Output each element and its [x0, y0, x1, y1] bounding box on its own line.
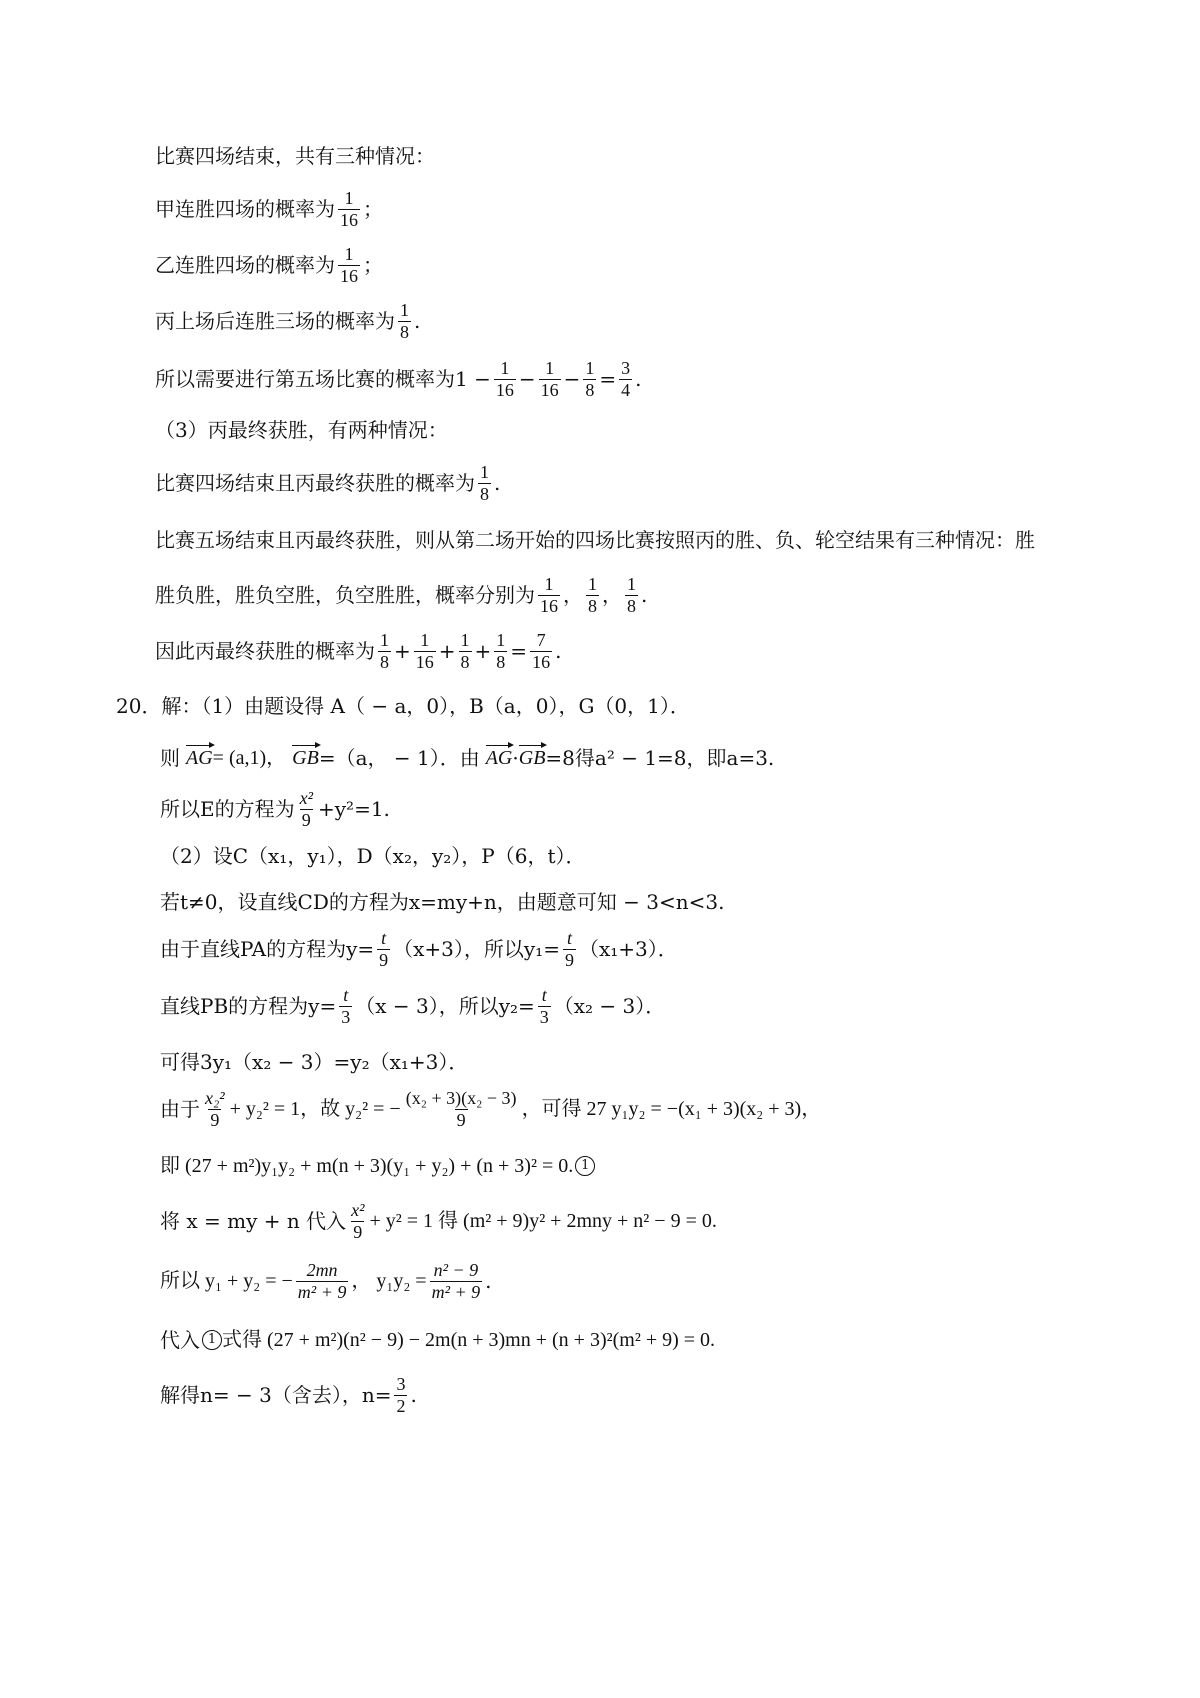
- text: 所以需要进行第五场比赛的概率为1 −: [155, 367, 491, 392]
- text: .: [410, 1383, 417, 1408]
- fraction: [398, 300, 411, 342]
- text: （x+3），所以y₁=: [393, 937, 560, 962]
- text: 比赛四场结束，共有三种情况：: [155, 144, 435, 168]
- denominator: 4: [621, 379, 631, 400]
- text: 代入: [160, 1328, 200, 1352]
- fraction: [539, 358, 561, 400]
- vector-ag: AG: [485, 747, 513, 769]
- numerator: 1: [496, 630, 506, 650]
- text-line: [160, 1374, 417, 1416]
- text: ，可得 27 y₁y₂ = −(x₁ + 3)(x₂ + 3)，: [521, 1098, 822, 1121]
- fraction: [563, 928, 576, 970]
- fraction: [538, 985, 551, 1027]
- text-line: [155, 300, 420, 342]
- denominator: 9: [456, 1109, 466, 1130]
- text: （x₂ − 3）．: [553, 994, 666, 1019]
- text: （2）设C（x₁，y₁），D（x₂，y₂），P（6，t）．: [160, 844, 586, 868]
- denominator: 16: [495, 379, 514, 400]
- text: （x − 3），所以y₂=: [355, 994, 535, 1019]
- denominator: 3: [539, 1006, 549, 1027]
- fraction: [338, 188, 360, 230]
- vector-ag: AG: [186, 747, 213, 769]
- text: 解得n= − 3（含去），n=: [160, 1383, 392, 1408]
- numerator: 7: [536, 630, 546, 650]
- text-line: [155, 358, 642, 400]
- numerator: t: [343, 985, 349, 1005]
- denominator: 8: [588, 595, 597, 616]
- denominator: 16: [540, 595, 558, 616]
- denominator: m² + 9: [297, 1281, 347, 1302]
- fraction: [625, 574, 638, 616]
- numerator: 1: [627, 574, 636, 594]
- numerator: 1: [588, 574, 597, 594]
- fraction: [203, 1088, 227, 1130]
- text: 将 x = my + n 代入: [160, 1209, 347, 1234]
- fraction: [494, 630, 507, 672]
- denominator: 8: [400, 321, 409, 342]
- text: 由于直线PA的方程为y=: [160, 937, 375, 962]
- text-line: [160, 788, 390, 830]
- equation: 式得 (27 + m²)(n² − 9) − 2m(n + 3)mn + (n + 3)²(m² + 9) = 0.: [222, 1329, 716, 1351]
- fraction: [538, 574, 560, 616]
- denominator: 16: [340, 265, 358, 286]
- denominator: 3: [341, 1006, 351, 1027]
- vector-gb: GB: [518, 747, 546, 769]
- text: 所以 y₁ + y₂ = −: [160, 1270, 293, 1293]
- text: .: [641, 583, 648, 608]
- text-line: [155, 420, 448, 440]
- operator: +: [474, 639, 492, 664]
- numerator: t: [566, 928, 572, 948]
- text: ， y₁y₂ =: [351, 1270, 427, 1293]
- fraction: [494, 358, 516, 400]
- text-line: [160, 846, 586, 866]
- text-line: [160, 1200, 717, 1242]
- text-line: [155, 530, 1035, 550]
- fraction: [349, 1200, 366, 1242]
- denominator: 8: [460, 651, 470, 672]
- fraction: [298, 788, 315, 830]
- fraction: [583, 358, 596, 400]
- denominator: 9: [210, 1109, 220, 1130]
- denominator: 8: [585, 379, 595, 400]
- fraction: [339, 985, 352, 1027]
- text-line: [160, 1088, 821, 1130]
- text: 20．解：（1）由题设得 A（ − a，0），B（a，0），G（0，1）．: [116, 694, 690, 718]
- text-line: [155, 146, 435, 166]
- numerator: 1: [400, 300, 409, 320]
- text: ；: [363, 253, 383, 278]
- operator: −: [518, 367, 536, 392]
- text: 比赛四场结束且丙最终获胜的概率为: [155, 471, 475, 496]
- fraction: [619, 358, 632, 400]
- text: 由于: [160, 1097, 200, 1122]
- numerator: 1: [460, 630, 470, 650]
- denominator: 9: [301, 809, 311, 830]
- denominator: 16: [415, 651, 434, 672]
- circled-number: 1: [575, 1156, 595, 1176]
- text: 丙上场后连胜三场的概率为: [155, 309, 395, 334]
- text-line: [155, 188, 383, 230]
- numerator: n² − 9: [433, 1260, 479, 1280]
- text: ；: [363, 197, 383, 222]
- numerator: x²: [299, 788, 313, 808]
- text: 乙连胜四场的概率为: [155, 253, 335, 278]
- fraction: [378, 630, 391, 672]
- text: + y² = 1 得 (m² + 9)y² + 2mny + n² − 9 = 0.: [369, 1210, 717, 1233]
- fraction: [459, 630, 472, 672]
- text-line: [160, 1052, 468, 1072]
- text: 比赛五场结束且丙最终获胜，则从第二场开始的四场比赛按照丙的胜、负、轮空结果有三种情况：胜: [155, 528, 1035, 552]
- numerator: 2mn: [306, 1260, 338, 1280]
- text: 所以E的方程为: [160, 797, 295, 822]
- numerator: 1: [344, 244, 354, 264]
- text: ，: [602, 583, 622, 608]
- fraction: [377, 928, 390, 970]
- numerator: x²: [351, 1200, 365, 1220]
- text-line: [155, 462, 500, 504]
- text: 因此丙最终获胜的概率为: [155, 639, 375, 664]
- text-line: [160, 1330, 715, 1350]
- text-line: [160, 1260, 491, 1302]
- denominator: 8: [627, 595, 636, 616]
- text: 甲连胜四场的概率为: [155, 197, 335, 222]
- numerator: x₂²: [205, 1088, 225, 1108]
- numerator: t: [541, 985, 547, 1005]
- text: =（a， − 1）．由: [318, 746, 480, 770]
- numerator: 1: [480, 462, 489, 482]
- text: （x₁+3）．: [578, 937, 678, 962]
- text-line: [160, 985, 665, 1027]
- numerator: 3: [396, 1374, 406, 1394]
- operator: ·: [512, 746, 519, 770]
- text: 可得3y₁（x₂ − 3）=y₂（x₁+3）．: [160, 1050, 469, 1074]
- text: 胜负胜，胜负空胜，负空胜胜，概率分别为: [155, 583, 535, 608]
- operator: +: [394, 639, 411, 664]
- text: 直线PB的方程为y=: [160, 994, 337, 1019]
- text: .: [414, 309, 421, 334]
- text: + y₂² = 1，故 y₂² = −: [229, 1098, 401, 1121]
- text: =8得a² − 1=8，即a=3.: [545, 746, 775, 770]
- denominator: m² + 9: [431, 1281, 481, 1302]
- text: 则: [160, 746, 180, 770]
- fraction: [478, 462, 491, 504]
- text-line: [160, 892, 724, 912]
- denominator: 8: [496, 651, 506, 672]
- text: .: [555, 639, 562, 664]
- denominator: 8: [480, 483, 489, 504]
- text: +y²=1.: [318, 797, 390, 822]
- numerator: 1: [420, 630, 430, 650]
- text-line: [160, 1156, 595, 1176]
- numerator: 1: [380, 630, 389, 650]
- text-line: [155, 630, 561, 672]
- text: = (a,1)，: [212, 747, 287, 769]
- numerator: t: [381, 928, 387, 948]
- fraction: [530, 630, 552, 672]
- denominator: 9: [564, 949, 574, 970]
- operator: =: [510, 639, 528, 664]
- text-line: [155, 574, 647, 616]
- numerator: 1: [585, 358, 595, 378]
- fraction: [430, 1260, 483, 1302]
- circled-number: 1: [202, 1330, 222, 1350]
- denominator: 16: [532, 651, 551, 672]
- question-20-heading: [116, 696, 690, 716]
- fraction: [586, 574, 599, 616]
- text-line: [155, 244, 383, 286]
- numerator: 1: [544, 574, 554, 594]
- fraction: [296, 1260, 349, 1302]
- text: （3）丙最终获胜，有两种情况：: [155, 418, 448, 442]
- fraction: [414, 630, 436, 672]
- text: .: [485, 1269, 492, 1294]
- fraction: [338, 244, 360, 286]
- text-line: [160, 928, 678, 970]
- text: .: [494, 471, 501, 496]
- denominator: 9: [353, 1221, 363, 1242]
- equation: 即 (27 + m²)y₁y₂ + m(n + 3)(y₁ + y₂) + (n + 3)² = 0.: [160, 1155, 574, 1177]
- numerator: 1: [545, 358, 555, 378]
- denominator: 9: [379, 949, 389, 970]
- vector-gb: GB: [292, 747, 319, 769]
- operator: −: [563, 367, 581, 392]
- text: .: [635, 367, 642, 392]
- denominator: 16: [340, 209, 358, 230]
- numerator: 1: [344, 188, 354, 208]
- operator: +: [438, 639, 456, 664]
- text: 若t≠0，设直线CD的方程为x=my+n，由题意可知 − 3<n<3.: [160, 890, 725, 914]
- text-line: [160, 748, 774, 768]
- denominator: 16: [540, 379, 559, 400]
- numerator: 3: [621, 358, 631, 378]
- fraction: [394, 1374, 407, 1416]
- numerator: 1: [500, 358, 510, 378]
- denominator: 8: [380, 651, 389, 672]
- operator: =: [599, 367, 617, 392]
- text: ，: [563, 583, 583, 608]
- denominator: 2: [396, 1395, 406, 1416]
- numerator: (x₂ + 3)(x₂ − 3): [405, 1088, 517, 1108]
- fraction: [404, 1088, 519, 1130]
